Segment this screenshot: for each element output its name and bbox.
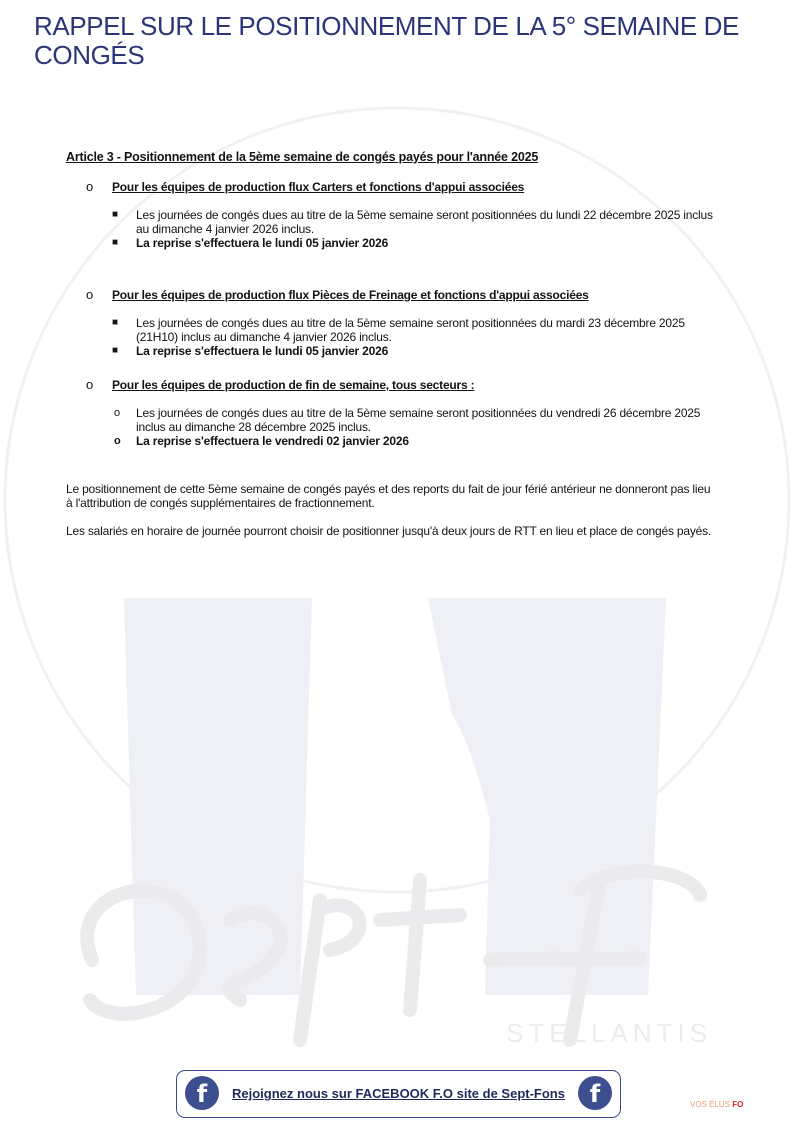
section-list — [66, 316, 718, 358]
list-item — [66, 434, 718, 448]
list-item-text: La reprise s'effectuera le lundi 05 janvier 2026 — [136, 344, 389, 358]
watermark-brand: STELLANTIS — [506, 1018, 713, 1048]
facebook-icon-glyph: f — [196, 1080, 208, 1108]
paragraph-rtt: Les salariés en horaire de journée pourront choisir de positionner jusqu'à deux jours de RTT en lieu et place de congés payés. — [66, 524, 712, 538]
paragraph-fractionnement: Le positionnement de cette 5ème semaine de congés payés et des reports du fait de jour férié antérieur ne donneront pas lieu à l'attribution de congés supplémentaires de fractionnement. — [66, 482, 711, 510]
hollow-bullet: o — [86, 377, 94, 392]
list-item — [66, 236, 718, 250]
section-heading-text: Pour les équipes de production flux Pièces de Freinage et fonctions d'appui associées — [112, 288, 589, 302]
square-bullet: ■ — [112, 237, 118, 248]
section-heading — [66, 180, 718, 194]
facebook-icon[interactable] — [578, 1076, 612, 1110]
section-heading-text: Pour les équipes de production flux Carters et fonctions d'appui associées — [112, 180, 525, 194]
footer-credit — [690, 1100, 743, 1109]
footer-credit-prefix: VOS ÉLUS — [690, 1100, 731, 1109]
section-heading — [66, 378, 718, 392]
footer-credit-brand: FO — [732, 1100, 744, 1109]
hollow-bullet: o — [86, 179, 94, 194]
facebook-banner[interactable] — [176, 1070, 621, 1118]
facebook-icon-glyph: f — [589, 1080, 601, 1108]
list-item-text: Les journées de congés dues au titre de la 5ème semaine seront positionnées du vendredi 26 décembre 2025 inclus au dimanche 28 décembre 2025 inclus. — [136, 406, 701, 434]
square-bullet: ■ — [112, 317, 118, 328]
watermark-u-shape — [428, 598, 666, 995]
list-item-text: La reprise s'effectuera le lundi 05 janvier 2026 — [136, 236, 389, 250]
facebook-icon[interactable] — [185, 1076, 219, 1110]
square-bullet: ■ — [112, 209, 118, 220]
list-item — [66, 344, 718, 358]
document-excerpt — [66, 150, 718, 538]
list-item-text: La reprise s'effectuera le vendredi 02 janvier 2026 — [136, 434, 409, 448]
list-item — [66, 208, 718, 236]
hollow-bullet: o — [114, 435, 121, 447]
hollow-bullet: o — [114, 407, 120, 419]
list-item-text: Les journées de congés dues au titre de la 5ème semaine seront positionnées du mardi 23 décembre 2025 (21H10) inclus au dimanche 4 janvier 2026 inclus. — [136, 316, 685, 344]
page-title: RAPPEL SUR LE POSITIONNEMENT DE LA 5° SEMAINE DE CONGÉS — [34, 11, 739, 70]
section-list — [66, 406, 718, 448]
section-heading-text: Pour les équipes de production de fin de semaine, tous secteurs : — [112, 378, 475, 392]
hollow-bullet: o — [86, 287, 94, 302]
article-heading: Article 3 - Positionnement de la 5ème semaine de congés payés pour l'année 2025 — [66, 150, 539, 164]
facebook-link[interactable]: Rejoignez nous sur FACEBOOK F.O site de Sept-Fons — [232, 1086, 565, 1101]
section-list — [66, 208, 718, 250]
square-bullet: ■ — [112, 345, 118, 356]
list-item — [66, 316, 718, 344]
list-item-text: Les journées de congés dues au titre de la 5ème semaine seront positionnées du lundi 22 décembre 2025 inclus au dimanche 4 janvier 2026 inclus. — [136, 208, 713, 236]
section-heading — [66, 288, 718, 302]
list-item — [66, 406, 718, 434]
